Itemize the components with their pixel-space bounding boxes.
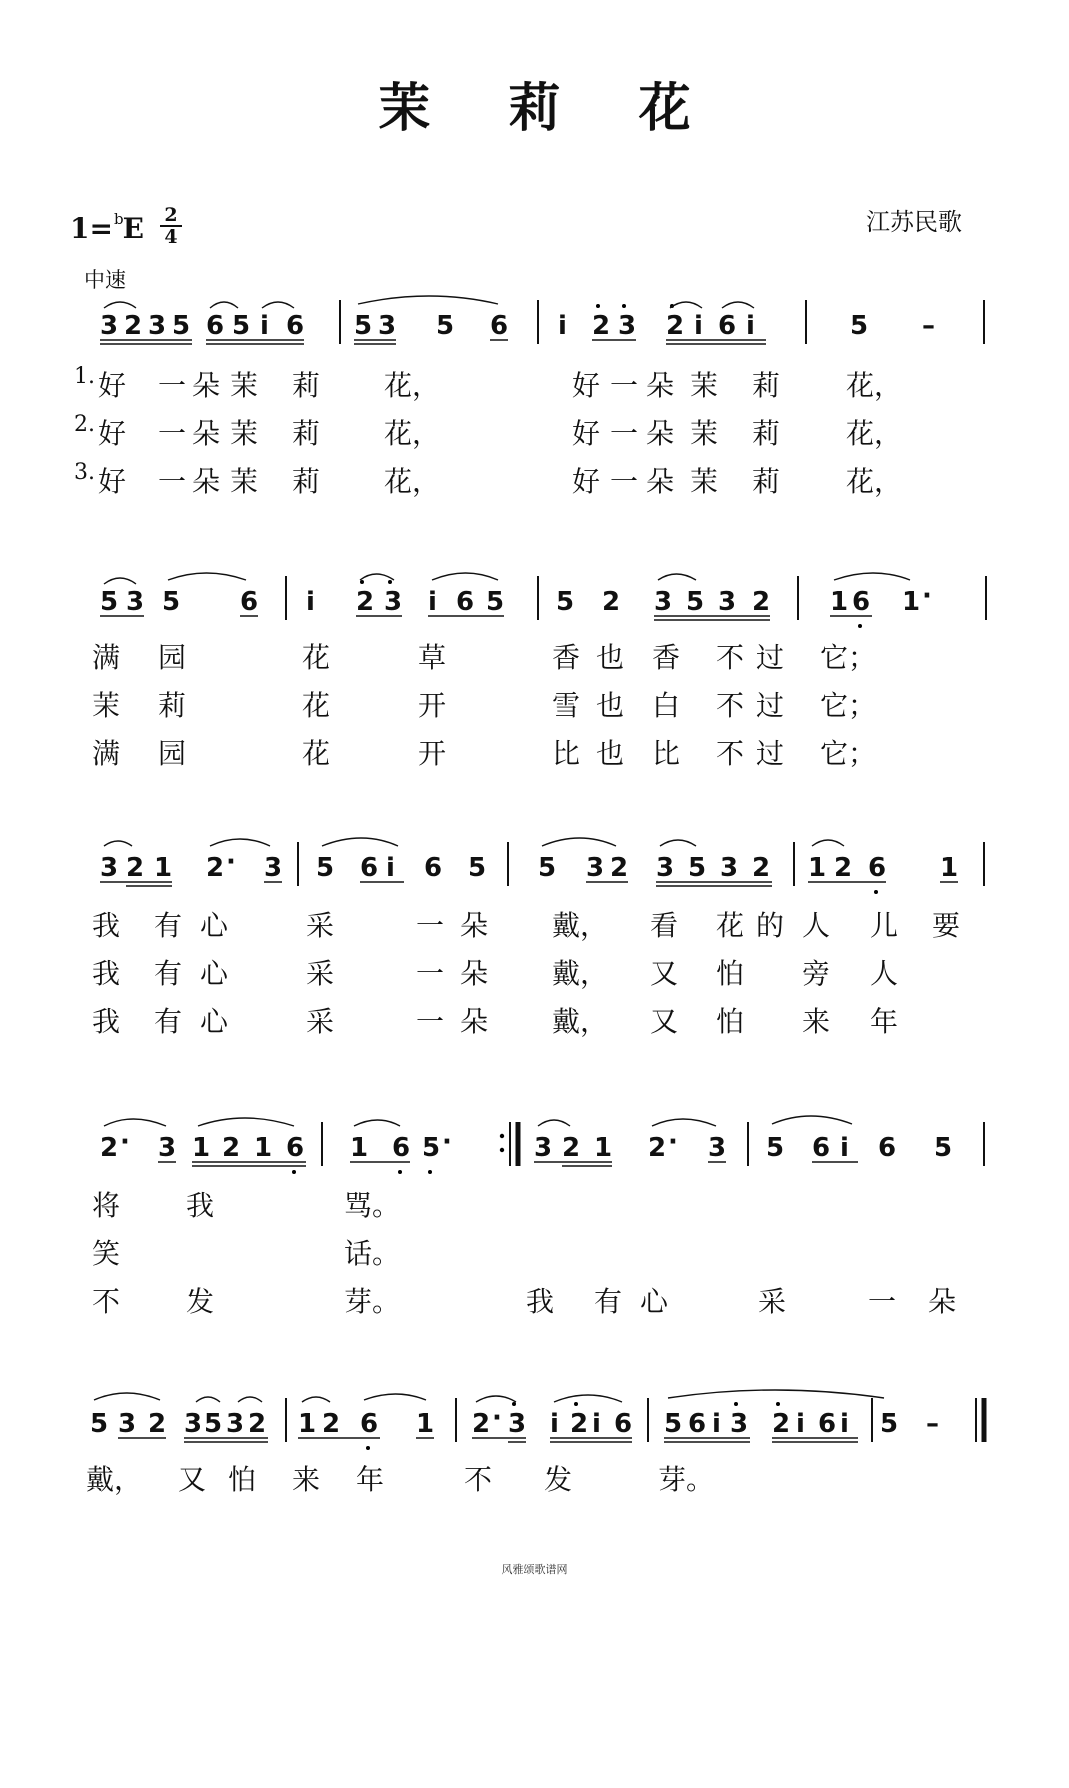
note-digit: 6: [688, 1409, 707, 1439]
note-digit: 5: [538, 853, 557, 883]
lyric-syllable: 花，: [384, 417, 441, 450]
note-digit: 5: [90, 1409, 109, 1439]
note-digit: 2: [124, 311, 143, 341]
lyric-syllable: 有: [154, 1005, 183, 1038]
note-digit: 2: [562, 1133, 581, 1163]
lyric-syllable: 朵: [646, 465, 675, 498]
lyric-syllable: 笑: [92, 1237, 121, 1270]
staff-system-5: [0, 1382, 1069, 1502]
note-digit: ·: [226, 847, 236, 877]
key-note: E: [122, 212, 144, 245]
note-digit: 1: [192, 1133, 211, 1163]
lyric-syllable: 戴，: [552, 909, 609, 942]
note-digit: 2: [126, 853, 145, 883]
note-digit: 5: [316, 853, 335, 883]
lyric-syllable: 看: [650, 909, 679, 942]
note-digit: 5: [100, 587, 119, 617]
lyric-syllable: 满: [92, 641, 121, 674]
note-digit: 5: [486, 587, 505, 617]
note-digit: 6: [818, 1409, 837, 1439]
lyric-syllable: 来: [802, 1005, 831, 1038]
note-digit: 5: [232, 311, 251, 341]
lyric-syllable: 不: [92, 1285, 121, 1318]
lyric-row-1-3: [0, 460, 903, 500]
lyric-syllable: 心: [640, 1285, 669, 1318]
note-digit: 2: [570, 1409, 589, 1439]
note-digit: 3: [126, 587, 145, 617]
lyric-syllable: 草: [418, 641, 447, 674]
measure-10: [316, 838, 486, 883]
note-digit: 2: [648, 1133, 667, 1163]
note-digit: 3: [534, 1133, 553, 1163]
lyric-syllable: 话。: [344, 1237, 401, 1270]
measure-7: [556, 574, 770, 620]
lyric-syllable: 花，: [384, 465, 441, 498]
note-digit: ·: [120, 1127, 130, 1157]
lyric-syllable: 年: [870, 1005, 899, 1038]
lyric-row-1-2: [0, 412, 903, 452]
lyric-syllable: 不: [716, 641, 745, 674]
note-digit: 6: [614, 1409, 633, 1439]
lyric-syllable: 我: [92, 1005, 121, 1038]
lyric-row-4-1: [0, 1184, 401, 1224]
lyric-syllable: 茉: [230, 369, 259, 402]
lyric-row-2-2: [0, 684, 877, 724]
lyric-row-3-3: [0, 1000, 899, 1040]
key-prefix: 1=: [70, 212, 113, 245]
measure-20: [664, 1390, 884, 1442]
lyric-syllable: 一: [416, 909, 445, 942]
lyric-syllable: 它；: [820, 689, 877, 722]
measure-13: [100, 1118, 306, 1174]
notation-line-1: [0, 284, 1069, 364]
note-digit: 5: [688, 853, 707, 883]
lyric-syllable: 朵: [460, 909, 489, 942]
note-digit: 6: [424, 853, 443, 883]
note-digit: i: [550, 1409, 559, 1439]
staff-system-1: [0, 284, 1069, 498]
note-digit: 2: [248, 1409, 267, 1439]
lyric-syllable: 我: [186, 1189, 215, 1222]
note-digit: 5: [766, 1133, 785, 1163]
note-digit: 5: [468, 853, 487, 883]
lyric-syllable: 发: [186, 1285, 215, 1318]
lyric-syllable: 一: [416, 1005, 445, 1038]
verse-number: 2.: [74, 412, 95, 437]
note-digit: 3: [654, 587, 673, 617]
flat-sign: b: [113, 209, 124, 228]
lyric-syllable: 一: [868, 1285, 897, 1318]
measure-9: [100, 839, 282, 886]
note-digit: 2: [602, 587, 621, 617]
lyric-syllable: 有: [154, 957, 183, 990]
lyric-syllable: 骂。: [344, 1189, 401, 1222]
note-digit: 5: [172, 311, 191, 341]
lyric-syllable: 莉: [292, 417, 321, 450]
lyric-syllable: 香: [652, 641, 681, 674]
composer-credit: 江苏民歌: [866, 208, 962, 236]
lyric-syllable: 莉: [292, 369, 321, 402]
lyric-syllable: 花，: [384, 369, 441, 402]
lyric-syllable: 戴，: [552, 957, 609, 990]
note-digit: 5: [880, 1409, 899, 1439]
lyric-syllable: 茉: [690, 465, 719, 498]
note-digit: 1: [350, 1133, 369, 1163]
lyric-syllable: 过: [756, 689, 785, 722]
lyric-syllable: 好: [98, 417, 127, 450]
note-digit: 3: [264, 853, 283, 883]
lyric-syllable: 怕: [716, 1005, 745, 1038]
lyric-syllable: 满: [92, 737, 121, 770]
lyric-syllable: 它；: [820, 641, 877, 674]
lyric-syllable: 我: [526, 1285, 555, 1318]
lyric-syllable: 又: [650, 1005, 679, 1038]
lyric-syllable: 心: [200, 1005, 229, 1038]
note-digit: 2: [148, 1409, 167, 1439]
lyric-syllable: 发: [544, 1463, 573, 1496]
lyric-syllable: 茉: [92, 689, 121, 722]
note-digit: 5: [422, 1133, 441, 1163]
lyric-syllable: 莉: [752, 369, 781, 402]
note-digit: 2: [322, 1409, 341, 1439]
verse-number: 3.: [74, 460, 95, 485]
note-digit: 3: [148, 311, 167, 341]
lyric-syllable: 茉: [230, 417, 259, 450]
notation-line-3: [0, 826, 1069, 906]
lyric-syllable: 茉: [230, 465, 259, 498]
lyric-syllable: 不: [716, 689, 745, 722]
measure-8: [830, 573, 932, 628]
note-digit: 1: [416, 1409, 435, 1439]
note-digit: i: [386, 853, 395, 883]
lyric-syllable: 白: [652, 689, 681, 722]
tempo-marking: 中速: [84, 268, 126, 292]
measure-2: [354, 296, 508, 344]
lyric-syllable: 怕: [716, 957, 745, 990]
lyric-syllable: 也: [596, 689, 625, 722]
note-digit: i: [712, 1409, 721, 1439]
staff-system-2: [0, 560, 1069, 770]
measure-3: [558, 302, 766, 344]
note-digit: 1: [594, 1133, 613, 1163]
lyric-syllable: 朵: [646, 417, 675, 450]
measure-18: [298, 1394, 434, 1450]
note-digit: 1: [940, 853, 959, 883]
lyric-syllable: 一: [610, 465, 639, 498]
note-digit: 3: [100, 853, 119, 883]
measure-19: [472, 1395, 632, 1442]
note-digit: 3: [708, 1133, 727, 1163]
lyric-syllable: 花，: [846, 369, 903, 402]
song-title: 茉 莉 花: [378, 78, 721, 139]
measure-17: [90, 1393, 268, 1442]
lyric-syllable: 采: [758, 1285, 787, 1318]
note-digit: 3: [618, 311, 637, 341]
note-digit: 3: [586, 853, 605, 883]
note-digit: i: [746, 311, 755, 341]
note-digit: 2: [666, 311, 685, 341]
note-digit: 2: [206, 853, 225, 883]
note-digit: i: [592, 1409, 601, 1439]
measure-15: [534, 1119, 726, 1166]
note-digit: 5: [162, 587, 181, 617]
note-digit: 5: [556, 587, 575, 617]
note-digit: 6: [852, 587, 871, 617]
lyric-syllable: 茉: [690, 369, 719, 402]
measure-16: [766, 1116, 952, 1163]
note-digit: 2: [592, 311, 611, 341]
lyric-syllable: 朵: [460, 957, 489, 990]
lyric-syllable: 朵: [192, 465, 221, 498]
lyric-row-4-2: [0, 1232, 401, 1272]
note-digit: 3: [378, 311, 397, 341]
measure-21: [880, 1409, 939, 1439]
note-digit: i: [428, 587, 437, 617]
note-digit: i: [558, 311, 567, 341]
note-digit: 2: [222, 1133, 241, 1163]
lyric-syllable: 不: [716, 737, 745, 770]
lyric-syllable: 采: [306, 957, 335, 990]
note-digit: 5: [850, 311, 869, 341]
lyric-syllable: 莉: [158, 689, 187, 722]
measure-14: [350, 1120, 452, 1174]
notation-line-4: [0, 1106, 1069, 1186]
lyric-syllable: 朵: [928, 1285, 957, 1318]
lyric-syllable: 我: [92, 957, 121, 990]
lyric-row-2-3: [0, 732, 877, 772]
notation-line-5: [0, 1382, 1069, 1462]
note-digit: 2: [610, 853, 629, 883]
note-digit: 3: [158, 1133, 177, 1163]
lyric-syllable: 茉: [690, 417, 719, 450]
note-digit: 1: [808, 853, 827, 883]
lyric-syllable: 戴，: [552, 1005, 609, 1038]
lyric-syllable: 又: [178, 1463, 207, 1496]
lyric-row-5-1: [0, 1458, 715, 1498]
lyric-syllable: 好: [572, 369, 601, 402]
note-digit: 6: [360, 1409, 379, 1439]
note-digit: 1: [154, 853, 173, 883]
staff-system-4: [0, 1106, 1069, 1318]
lyric-syllable: 花: [716, 909, 745, 942]
lyric-syllable: 花，: [846, 465, 903, 498]
note-digit: 2: [100, 1133, 119, 1163]
measure-11: [538, 838, 772, 886]
lyric-syllable: 将: [92, 1189, 121, 1222]
note-digit: 6: [456, 587, 475, 617]
lyric-syllable: 不: [464, 1463, 493, 1496]
lyric-syllable: 一: [610, 417, 639, 450]
note-digit: 5: [686, 587, 705, 617]
lyric-row-4-3: [0, 1280, 957, 1320]
lyric-syllable: 一: [610, 369, 639, 402]
lyric-syllable: 我: [92, 909, 121, 942]
key-signature: [70, 209, 144, 245]
note-digit: 6: [286, 311, 305, 341]
note-digit: 5: [436, 311, 455, 341]
lyric-syllable: 花: [302, 641, 331, 674]
measure-12: [808, 840, 958, 894]
note-digit: 1: [830, 587, 849, 617]
note-digit: ·: [442, 1127, 452, 1157]
lyric-syllable: 戴，: [86, 1463, 143, 1496]
note-digit: 2: [472, 1409, 491, 1439]
lyric-row-2-1: [0, 636, 877, 676]
lyric-syllable: 一: [158, 369, 187, 402]
lyric-syllable: 心: [200, 957, 229, 990]
lyric-syllable: 莉: [292, 465, 321, 498]
note-digit: 3: [226, 1409, 245, 1439]
note-digit: i: [260, 311, 269, 341]
lyric-syllable: 的: [756, 909, 785, 942]
note-digit: 3: [656, 853, 675, 883]
note-digit: i: [796, 1409, 805, 1439]
lyric-syllable: 也: [596, 737, 625, 770]
lyric-syllable: 来: [292, 1463, 321, 1496]
note-digit: i: [840, 1409, 849, 1439]
time-signature-top: 2: [164, 204, 178, 226]
verse-number: 1.: [74, 364, 95, 389]
lyric-syllable: 花: [302, 737, 331, 770]
lyric-syllable: 一: [158, 465, 187, 498]
lyric-syllable: 它；: [820, 737, 877, 770]
note-digit: 3: [100, 311, 119, 341]
lyric-syllable: 好: [572, 417, 601, 450]
note-digit: 3: [720, 853, 739, 883]
note-digit: 6: [812, 1133, 831, 1163]
measure-5: [100, 573, 258, 617]
lyric-syllable: 朵: [192, 417, 221, 450]
lyric-syllable: 过: [756, 641, 785, 674]
lyric-syllable: 雪: [552, 689, 581, 722]
note-digit: 2: [356, 587, 375, 617]
note-digit: 6: [490, 311, 509, 341]
note-digit: 6: [240, 587, 259, 617]
lyric-syllable: 朵: [646, 369, 675, 402]
lyric-syllable: 旁: [802, 957, 831, 990]
lyric-syllable: 儿: [870, 909, 899, 942]
note-digit: 3: [730, 1409, 749, 1439]
note-digit: ·: [922, 581, 932, 611]
note-digit: 1: [902, 587, 921, 617]
lyric-syllable: 比: [552, 737, 581, 770]
note-digit: 6: [360, 853, 379, 883]
time-signature-bottom: 4: [164, 226, 178, 248]
lyric-syllable: 年: [356, 1463, 385, 1496]
note-digit: i: [306, 587, 315, 617]
note-digit: 1: [298, 1409, 317, 1439]
note-digit: 5: [354, 311, 373, 341]
note-digit: 6: [718, 311, 737, 341]
measure-4: [850, 311, 935, 341]
note-digit: 2: [772, 1409, 791, 1439]
note-digit: i: [694, 311, 703, 341]
lyric-syllable: 朵: [192, 369, 221, 402]
lyric-syllable: 好: [572, 465, 601, 498]
lyric-syllable: 人: [870, 957, 899, 990]
lyric-syllable: 过: [756, 737, 785, 770]
website-watermark: 风雅颂歌谱网: [501, 1563, 568, 1576]
note-digit: 6: [868, 853, 887, 883]
note-digit: 2: [752, 587, 771, 617]
lyric-syllable: 开: [418, 737, 447, 770]
note-digit: 5: [204, 1409, 223, 1439]
lyric-syllable: 花: [302, 689, 331, 722]
lyric-syllable: 一: [158, 417, 187, 450]
lyric-syllable: 比: [652, 737, 681, 770]
note-digit: 6: [878, 1133, 897, 1163]
repeat-end-sign: [500, 1122, 518, 1166]
note-digit: –: [922, 311, 935, 341]
note-digit: 3: [184, 1409, 203, 1439]
lyric-syllable: 采: [306, 909, 335, 942]
lyric-syllable: 有: [154, 909, 183, 942]
note-digit: ·: [668, 1127, 678, 1157]
lyric-syllable: 芽。: [344, 1285, 401, 1318]
lyric-syllable: 园: [158, 737, 187, 770]
time-signature: [160, 206, 182, 246]
lyric-syllable: 好: [98, 465, 127, 498]
note-digit: i: [840, 1133, 849, 1163]
note-digit: 5: [934, 1133, 953, 1163]
lyric-syllable: 采: [306, 1005, 335, 1038]
lyric-syllable: 莉: [752, 465, 781, 498]
lyric-syllable: 又: [650, 957, 679, 990]
lyric-syllable: 开: [418, 689, 447, 722]
note-digit: 3: [718, 587, 737, 617]
lyric-syllable: 也: [596, 641, 625, 674]
note-digit: 6: [206, 311, 225, 341]
note-digit: ·: [492, 1403, 502, 1433]
staff-system-3: [0, 826, 1069, 1038]
lyric-row-3-1: [0, 904, 961, 944]
lyric-syllable: 朵: [460, 1005, 489, 1038]
lyric-syllable: 怕: [228, 1463, 257, 1496]
note-digit: –: [926, 1409, 939, 1439]
measure-6: [306, 573, 504, 617]
note-digit: 2: [834, 853, 853, 883]
measure-1: [100, 302, 304, 344]
note-digit: 3: [118, 1409, 137, 1439]
note-digit: 2: [752, 853, 771, 883]
note-digit: 3: [508, 1409, 527, 1439]
lyric-row-3-2: [0, 952, 899, 992]
lyric-syllable: 香: [552, 641, 581, 674]
note-digit: 6: [392, 1133, 411, 1163]
lyric-syllable: 好: [98, 369, 127, 402]
lyric-row-1-1: [0, 364, 903, 404]
lyric-syllable: 芽。: [658, 1463, 715, 1496]
lyric-syllable: 花，: [846, 417, 903, 450]
note-digit: 1: [254, 1133, 273, 1163]
note-digit: 3: [384, 587, 403, 617]
notation-line-2: [0, 560, 1069, 640]
final-barline: [976, 1398, 984, 1442]
lyric-syllable: 人: [802, 909, 831, 942]
lyric-syllable: 心: [200, 909, 229, 942]
lyric-syllable: 园: [158, 641, 187, 674]
note-digit: 5: [664, 1409, 683, 1439]
lyric-syllable: 有: [594, 1285, 623, 1318]
lyric-syllable: 要: [932, 909, 961, 942]
lyric-syllable: 莉: [752, 417, 781, 450]
note-digit: 6: [286, 1133, 305, 1163]
lyric-syllable: 一: [416, 957, 445, 990]
